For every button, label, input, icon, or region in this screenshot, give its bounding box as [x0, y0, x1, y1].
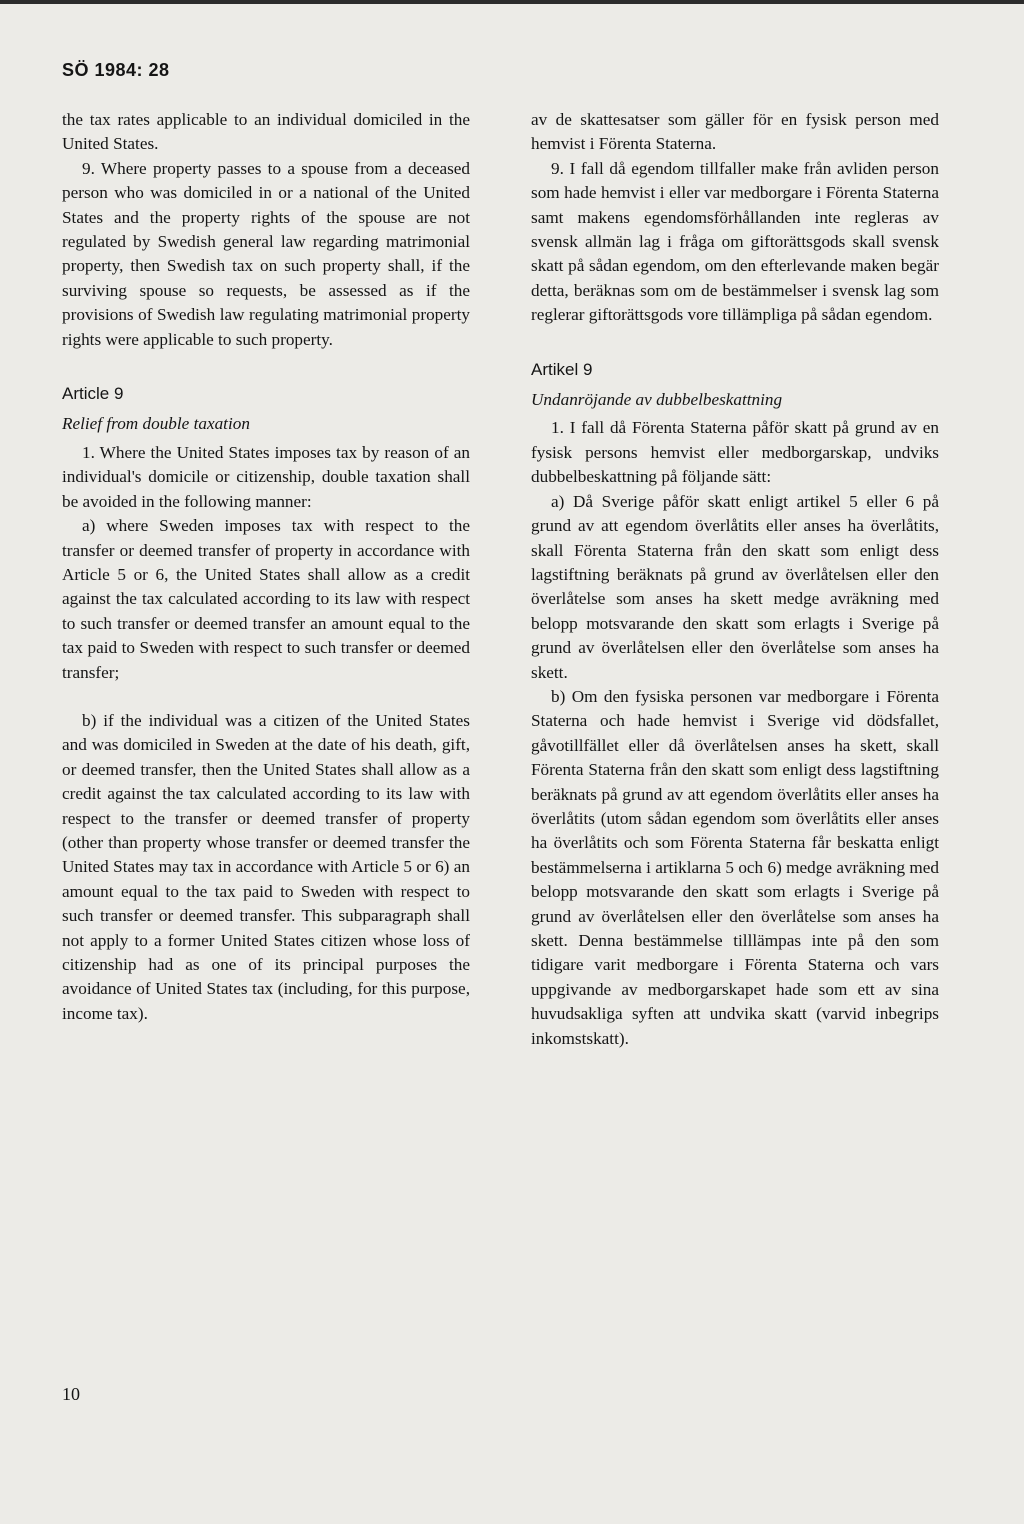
- page-number: 10: [62, 1384, 80, 1404]
- english-column: [62, 108, 470, 1026]
- english-paragraph-9: 9. Where property passes to a spouse from a deceased person who was domiciled in or a national of the United States and the property rights of the spouse are not regulated by Swedish general law regarding matrimonial property, then Swedish tax on such property shall, if the surviving spouse so requests, be assessed as if the provisions of Swedish law regulating matrimonial property rights were applicable to such property.: [62, 158, 470, 349]
- page-header: SÖ 1984: 28: [62, 60, 170, 80]
- english-spacer: [62, 685, 470, 709]
- swedish-subparagraph-a: a) Då Sverige påför skatt enligt artikel 5 eller 6 på grund av att egendom överlåtits eller anses ha överlåtits, skall Förenta Staterna från den skatt som enligt dess lagstiftning beräknats på grund av överlåtelsen eller den överlåtelse som anses ha skett medge avräkning med belopp motsvarande den skatt som erlagts i Sverige på grund av överlåtelsen eller den överlåtelse som anses ha skett.: [531, 491, 939, 682]
- swedish-paragraph-9: 9. I fall då egendom tillfaller make från avliden person som hade hemvist i eller var medborgare i Förenta Staterna samt makens egendomsförhållanden inte regleras av svensk allmän lag i fråga om giftorättsgods skall svensk skatt på sådan egendom, om den efterlevande maken begär detta, beräknas som om de bestämmelser i svensk lag som reglerar giftorättsgods vore tillämpliga på sådan egendom.: [531, 158, 939, 325]
- swedish-article-heading: Artikel 9: [531, 359, 593, 379]
- english-intro: the tax rates applicable to an individual domiciled in the United States.: [62, 110, 470, 154]
- swedish-paragraph-1: 1. I fall då Förenta Staterna påför skatt på grund av en fysisk persons hemvist eller medborgarskap, undviks dubbelbeskattning på följande sätt:: [531, 418, 939, 487]
- english-subparagraph-a: a) where Sweden imposes tax with respect to the transfer or deemed transfer of property in accordance with Article 5 or 6, the United States shall allow as a credit against the tax calculated according to its law with respect to such transfer or deemed transfer an amount equal to the tax paid to Sweden with respect to such transfer or deemed transfer;: [62, 516, 470, 682]
- english-paragraph-1: 1. Where the United States imposes tax by reason of an individual's domicile or citizenship, double taxation shall be avoided in the following manner:: [62, 442, 470, 511]
- swedish-column: [531, 108, 939, 1051]
- swedish-article-subtitle: Undanröjande av dubbelbeskattning: [531, 390, 783, 410]
- swedish-intro: av de skattesatser som gäller för en fysisk person med hemvist i Förenta Staterna.: [531, 110, 939, 154]
- top-rule: [0, 0, 1024, 4]
- english-article-subtitle: Relief from double taxation: [62, 414, 250, 434]
- english-article-heading: Article 9: [62, 384, 124, 404]
- swedish-subparagraph-b: b) Om den fysiska personen var medborgare i Förenta Staterna och hade hemvist i Sverige vid dödsfallet, gåvotillfället eller då överlåtelsen anses ha skett, skall Förenta Staterna från den skatt som enligt dess lagstiftning beräknats på grund av att egendom överlåtits eller anses ha överlåtits (utom sådan egendom som överlåtits eller anses ha överlåtits och som Förenta Staterna får beskatta enligt bestämmelserna i artiklarna 5 och 6) medge avräkning med belopp motsvarande den skatt som erlagts i Sverige på grund av överlåtelsen eller den överlåtelse som anses ha skett. Denna bestämmelse tilllämpas inte på den som tidigare varit medborgare i Förenta Staterna och vars uppgivande av medborgarskapet hade som ett av sina huvudsakliga syften att undvika skatt (varvid inbegrips inkomstskatt).: [531, 686, 939, 1048]
- english-subparagraph-b: b) if the individual was a citizen of the United States and was domiciled in Sweden at the date of his death, gift, or deemed transfer, then the United States shall allow as a credit against the tax calculated according to its law with respect to the transfer or deemed transfer of property (other than property whose transfer or deemed transfer the United States may tax in accordance with Article 5 or 6) an amount equal to the tax paid to Sweden with respect to such transfer or deemed transfer. This subparagraph shall not apply to a former United States citizen whose loss of citizenship had as one of its principal purposes the avoidance of United States tax (including, for this purpose, income tax).: [62, 710, 470, 1023]
